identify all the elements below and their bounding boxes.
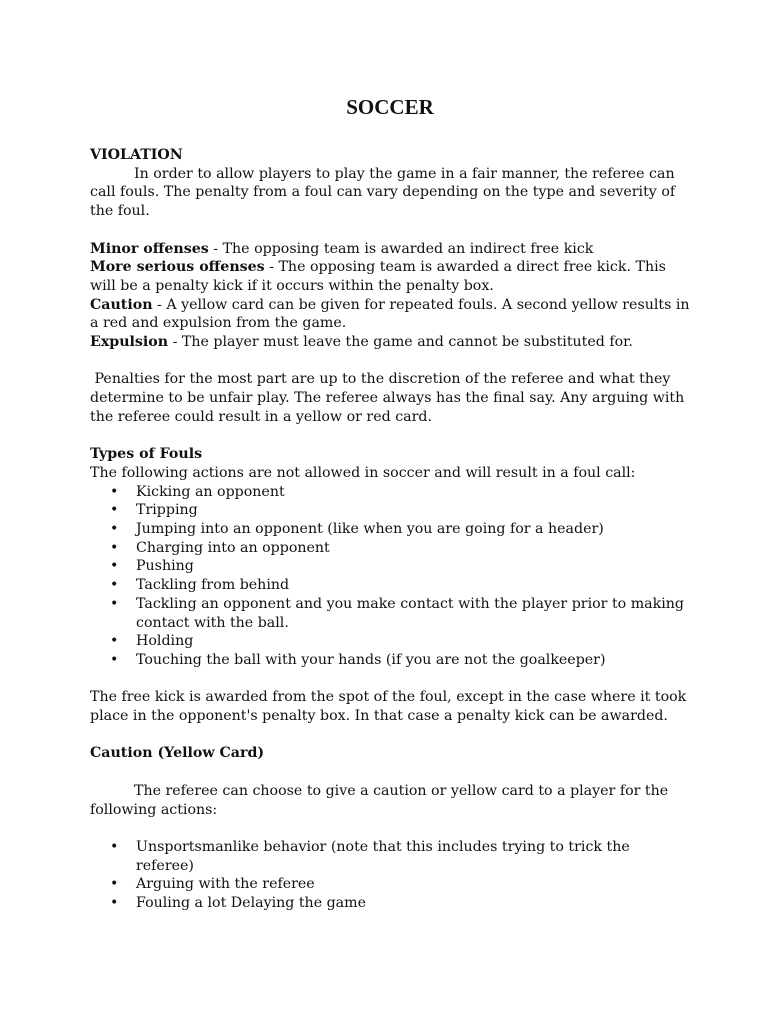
list-item <box>90 595 690 632</box>
caution-heading: Caution (Yellow Card) <box>90 745 265 762</box>
bullet-icon: • <box>110 502 119 519</box>
fouls-heading: Types of Fouls <box>90 446 203 463</box>
spacer <box>90 726 690 745</box>
document-page <box>90 92 690 913</box>
list-item-text: Tackling an opponent and you make contact with the player prior to making contact with the ball. <box>136 595 684 631</box>
definition-expulsion <box>90 333 690 352</box>
bullet-icon: • <box>110 521 119 538</box>
list-item-text: Pushing <box>136 558 194 575</box>
fouls-list <box>90 483 690 670</box>
list-item <box>90 539 690 558</box>
bullet-icon: • <box>110 539 119 556</box>
definition-minor <box>90 240 690 259</box>
list-item-text: Unsportsmanlike behavior (note that this includes trying to trick the referee) <box>136 838 630 874</box>
list-item <box>90 838 690 875</box>
violation-intro: In order to allow players to play the game in a fair manner, the referee can call fouls. The penalty from a foul can vary depending on the type and severity of the foul. <box>90 165 676 220</box>
bullet-icon: • <box>110 558 119 575</box>
list-item-text: Fouling a lot Delaying the game <box>136 895 366 912</box>
spacer <box>90 670 690 689</box>
penalty-definitions <box>90 240 690 352</box>
list-item <box>90 501 690 520</box>
list-item-text: Kicking an opponent <box>136 483 285 500</box>
bullet-icon: • <box>110 651 119 668</box>
bullet-icon: • <box>110 483 119 500</box>
bullet-icon: • <box>110 876 119 893</box>
list-item-text: Arguing with the referee <box>136 876 315 893</box>
list-item <box>90 894 690 913</box>
bullet-icon: • <box>110 895 119 912</box>
list-item <box>90 651 690 670</box>
spacer <box>90 819 690 838</box>
list-item <box>90 632 690 651</box>
list-item-text: Charging into an opponent <box>136 539 330 556</box>
discretion-paragraph: Penalties for the most part are up to the discretion of the referee and what they determine to be unfair play. The referee always has the final say. Any arguing with the referee could result in a yellow or red card. <box>90 371 689 425</box>
violation-heading: VIOLATION <box>90 147 183 163</box>
definition-term: Minor offenses <box>90 240 209 257</box>
list-item <box>90 557 690 576</box>
free-kick-paragraph: The free kick is awarded from the spot of the foul, except in the case where it took place in the opponent's penalty box. In that case a penalty kick can be awarded. <box>90 689 687 725</box>
fouls-intro: The following actions are not allowed in soccer and will result in a foul call: <box>90 464 636 481</box>
definition-text: - A yellow card can be given for repeated fouls. A second yellow results in a red and expulsion from the game. <box>90 296 690 332</box>
page-title: SOCCER <box>346 95 434 119</box>
definition-text: - The player must leave the game and cannot be substituted for. <box>168 334 633 351</box>
spacer <box>90 427 690 446</box>
list-item-text: Jumping into an opponent (like when you are going for a header) <box>136 521 604 538</box>
list-item-text: Tackling from behind <box>136 577 290 594</box>
caution-intro: The referee can choose to give a caution or yellow card to a player for the following actions: <box>90 782 669 818</box>
list-item-text: Tripping <box>136 502 198 519</box>
spacer <box>90 221 690 240</box>
definition-text: - The opposing team is awarded a direct free kick. This will be a penalty kick if it occurs within the penalty box. <box>90 259 666 294</box>
definition-caution <box>90 296 690 333</box>
list-item-text: Touching the ball with your hands (if you are not the goalkeeper) <box>136 651 606 668</box>
definition-term: More serious offenses <box>90 259 265 276</box>
bullet-icon: • <box>110 595 119 612</box>
caution-list <box>90 838 690 913</box>
definition-term: Expulsion <box>90 334 169 351</box>
list-item <box>90 520 690 539</box>
spacer <box>90 763 690 782</box>
list-item <box>90 483 690 502</box>
definition-serious <box>90 258 690 295</box>
bullet-icon: • <box>110 838 119 855</box>
bullet-icon: • <box>110 577 119 594</box>
list-item-text: Holding <box>136 633 194 650</box>
definition-text: - The opposing team is awarded an indirect free kick <box>208 240 594 257</box>
list-item <box>90 576 690 595</box>
spacer <box>90 352 690 371</box>
list-item <box>90 875 690 894</box>
definition-term: Caution <box>90 296 153 313</box>
bullet-icon: • <box>110 633 119 650</box>
